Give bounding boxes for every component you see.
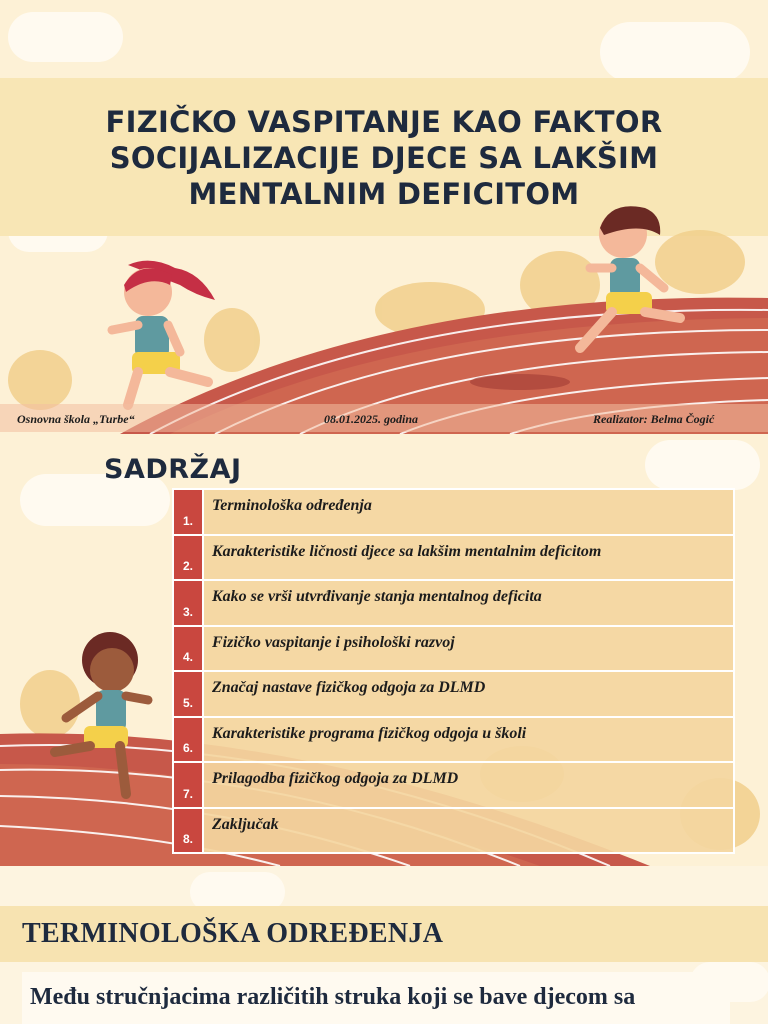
- item-number: 3.: [173, 580, 203, 626]
- item-number: 4.: [173, 626, 203, 672]
- item-label: Zaključak: [203, 808, 734, 854]
- running-track-illustration: [0, 0, 768, 434]
- presentation-date: 08.01.2025. godina: [324, 412, 419, 426]
- table-row: [173, 671, 734, 717]
- item-label: Terminološka određenja: [203, 489, 734, 535]
- presentation-title: FIZIČKO VASPITANJE KAO FAKTOR SOCIJALIZACIJE DJECE SA LAKŠIM MENTALNIM DEFICITOM: [105, 105, 663, 211]
- item-number: 5.: [173, 671, 203, 717]
- title-slide: [0, 0, 768, 434]
- girl-runner-figure: [112, 261, 215, 405]
- item-number: 2.: [173, 535, 203, 581]
- section-title: TERMINOLOŠKA ODREĐENJA: [22, 918, 444, 949]
- table-row: [173, 762, 734, 808]
- terminology-slide: [0, 866, 768, 1024]
- item-number: 8.: [173, 808, 203, 854]
- contents-slide: [0, 434, 768, 866]
- item-label: Fizičko vaspitanje i psihološki razvoj: [203, 626, 734, 672]
- item-label: Značaj nastave fizičkog odgoja za DLMD: [203, 671, 734, 717]
- school-name: Osnovna škola „Turbe“: [17, 412, 135, 426]
- table-row: [173, 626, 734, 672]
- item-label: Karakteristike programa fizičkog odgoja u školi: [203, 717, 734, 763]
- contents-table: [172, 488, 735, 854]
- author-name: Realizator: Belma Čogić: [593, 412, 715, 426]
- table-row: [173, 717, 734, 763]
- table-row: [173, 580, 734, 626]
- item-label: Karakteristike ličnosti djece sa lakšim mentalnim deficitom: [203, 535, 734, 581]
- item-number: 6.: [173, 717, 203, 763]
- item-number: 7.: [173, 762, 203, 808]
- table-row: [173, 489, 734, 535]
- table-row: [173, 808, 734, 854]
- item-label: Prilagodba fizičkog odgoja za DLMD: [203, 762, 734, 808]
- contents-title: SADRŽAJ: [104, 454, 242, 485]
- body-text: Među stručnjacima različitih struka koji se bave djecom sa: [30, 984, 636, 1010]
- table-row: [173, 535, 734, 581]
- item-label: Kako se vrši utvrđivanje stanja mentalnog deficita: [203, 580, 734, 626]
- item-number: 1.: [173, 489, 203, 535]
